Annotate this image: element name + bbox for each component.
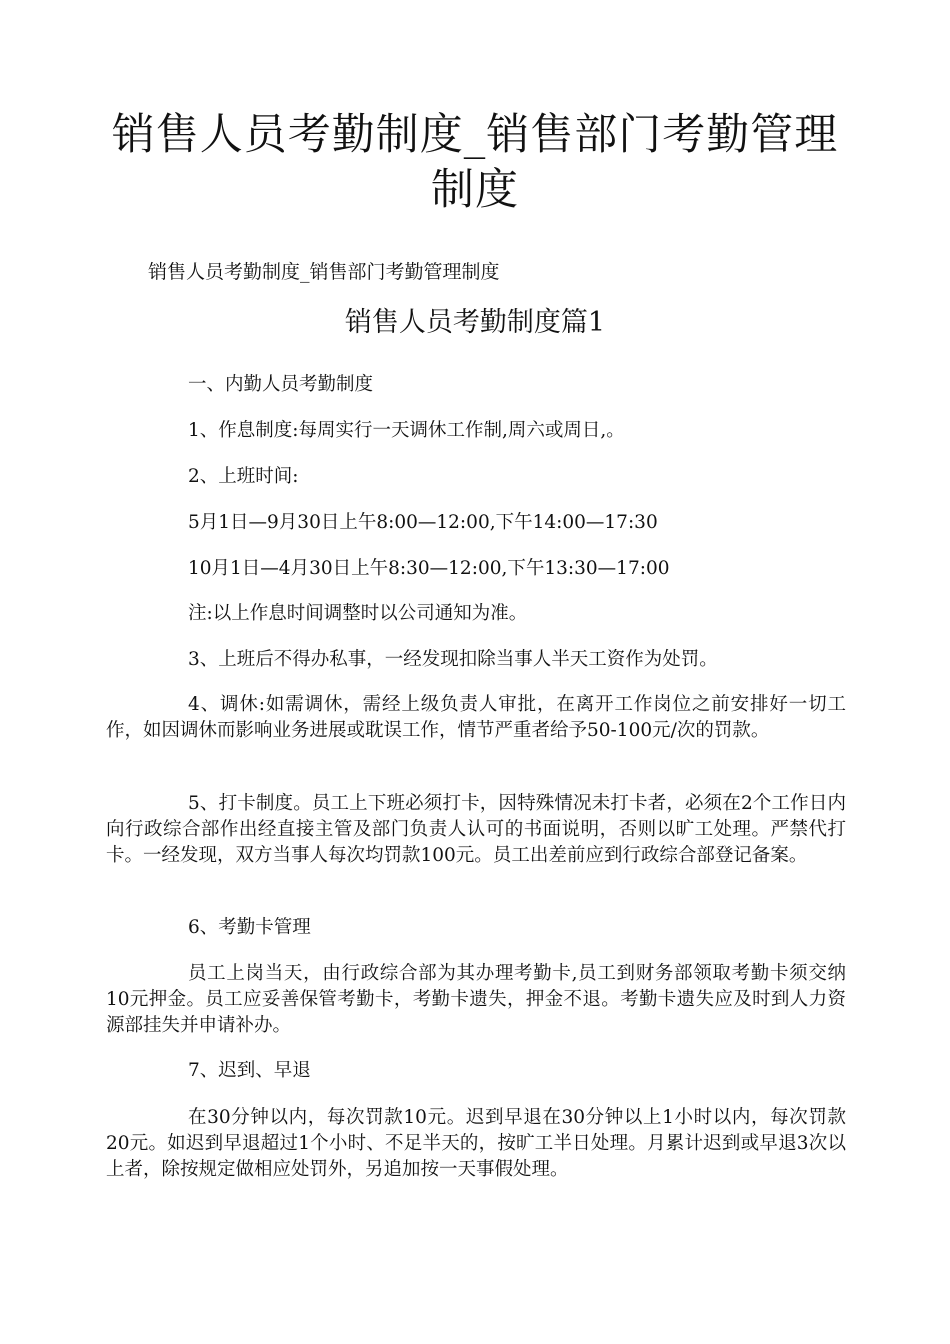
paragraph-attendance-card-heading: 6、考勤卡管理 [188,917,311,938]
paragraph-heading-internal-staff: 一、内勤人员考勤制度 [188,374,374,395]
paragraph-clock-in: 5、打卡制度。员工上下班必须打卡，因特殊情况未打卡者，必须在2个工作日内向行政综合部作出经直接主管及部门负责人认可的书面说明，否则以旷工处理。严禁代打卡。一经发现，双方当事人每次均罚款100元。员工出差前应到行政综合部登记备案。 [106,793,846,866]
paragraph-winter-hours: 10月1日—4月30日上午8:30—12:00,下午13:30—17:00 [188,558,670,579]
paragraph-attendance-card: 员工上岗当天，由行政综合部为其办理考勤卡,员工到财务部领取考勤卡须交纳10元押金。员工应妥善保管考勤卡，考勤卡遗失，押金不退。考勤卡遗失应及时到人力资源部挂失并申请补办。 [106,963,846,1036]
paragraph-time-off: 4、调休:如需调休，需经上级负责人审批，在离开工作岗位之前安排好一切工作，如因调休而影响业务进展或耽误工作，情节严重者给予50-100元/次的罚款。 [106,694,846,741]
paragraph-late-early: 在30分钟以内，每次罚款10元。迟到早退在30分钟以上1小时以内，每次罚款20元。如迟到早退超过1个小时、不足半天的，按旷工半日处理。月累计迟到或早退3次以上者，除按规定做相应处罚外，另追加按一天事假处理。 [106,1107,846,1180]
document-subtitle: 销售人员考勤制度_销售部门考勤管理制度 [148,261,500,283]
paragraph-note: 注:以上作息时间调整时以公司通知为准。 [188,603,528,624]
section-heading: 销售人员考勤制度篇1 [344,307,606,338]
document-title: 销售人员考勤制度_销售部门考勤管理制度 [111,110,839,215]
paragraph-work-schedule: 1、作息制度:每周实行一天调休工作制,周六或周日,。 [188,420,625,441]
paragraph-late-early-heading: 7、迟到、早退 [188,1060,311,1081]
paragraph-summer-hours: 5月1日—9月30日上午8:00—12:00,下午14:00—17:30 [188,512,658,533]
paragraph-work-hours-heading: 2、上班时间: [188,466,299,487]
paragraph-no-private-affairs: 3、上班后不得办私事，一经发现扣除当事人半天工资作为处罚。 [188,649,718,670]
